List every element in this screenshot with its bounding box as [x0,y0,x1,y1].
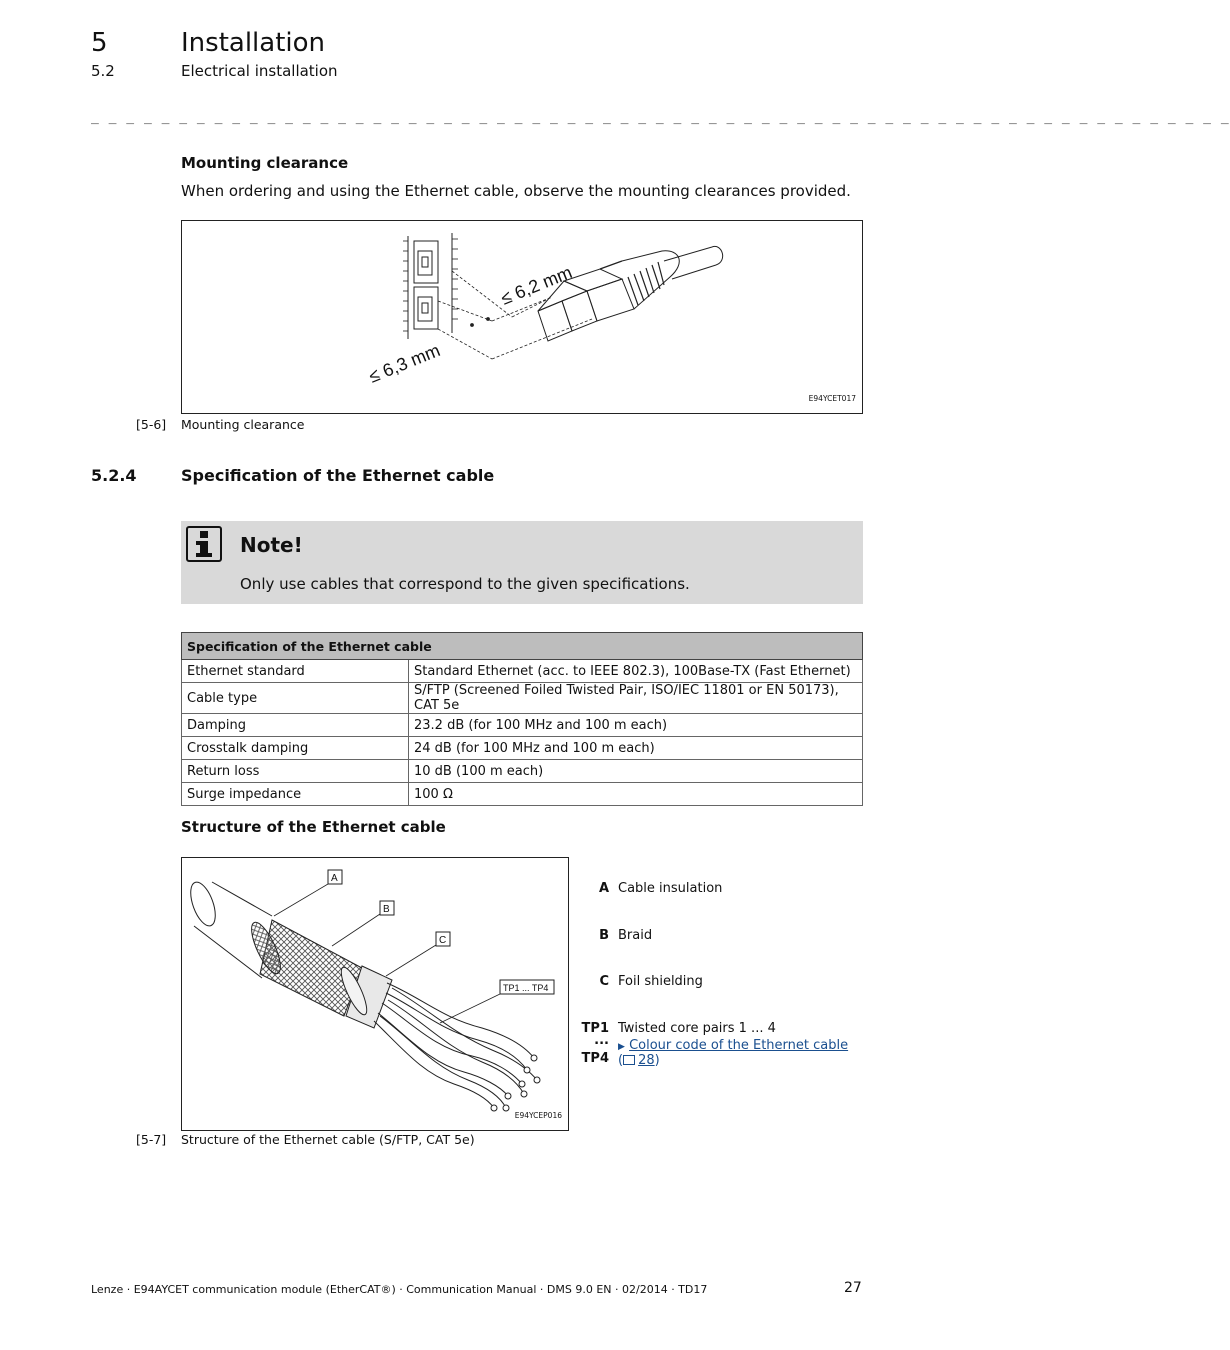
table-cell-label: Return loss [182,760,409,783]
table-cell-label: Ethernet standard [182,660,409,683]
table-row [182,737,863,760]
legend-key-tp4: TP4 [581,1051,609,1066]
table-row [182,683,863,714]
table-cell-value: Standard Ethernet (acc. to IEEE 802.3), 100Base-TX (Fast Ethernet) [409,660,863,683]
table-row [182,760,863,783]
table-cell-label: Damping [182,714,409,737]
note-title: Note! [240,533,303,557]
mounting-clearance-figure [181,220,863,414]
figure-code: E94YCET017 [808,394,856,403]
cable-structure-figure [181,857,569,1131]
footer-text: Lenze · E94AYCET communication module (EtherCAT®) · Communication Manual · DMS 9.0 EN · 02/2014 · TD17 [91,1283,708,1296]
legend-key-b: B [599,928,609,943]
structure-heading: Structure of the Ethernet cable [181,818,446,836]
colour-code-page-ref[interactable]: ( 28) [618,1053,660,1068]
dim-vertical-label: ≤ 6,3 mm [366,340,443,387]
spec-table-header: Specification of the Ethernet cable [182,633,863,660]
dim-horizontal-label: ≤ 6,2 mm [498,262,575,309]
subsection-number: 5.2.4 [91,466,137,485]
figure-label-b: B [383,904,390,915]
book-icon [623,1055,635,1065]
table-cell-value: S/FTP (Screened Foiled Twisted Pair, ISO/IEC 11801 or EN 50173), CAT 5e [409,683,863,714]
caption-text: Structure of the Ethernet cable (S/FTP, CAT 5e) [181,1132,475,1147]
table-row [182,660,863,683]
legend-text-tp: Twisted core pairs 1 ... 4 [618,1021,776,1036]
caption-number: [5-6] [136,417,167,432]
page-ref-number[interactable]: 28 [638,1053,655,1068]
info-icon [186,526,222,562]
chapter-title: Installation [181,28,326,58]
spec-table [181,632,863,806]
figure-label-a: A [331,873,338,884]
legend-text-c: Foil shielding [618,974,703,989]
table-cell-label: Crosstalk damping [182,737,409,760]
mounting-heading: Mounting clearance [181,154,349,172]
legend-text-b: Braid [618,928,653,943]
section-number: 5.2 [91,62,115,80]
table-cell-label: Surge impedance [182,783,409,806]
chapter-number: 5 [91,28,108,58]
legend-key-a: A [598,881,609,896]
figure-label-tp: TP1 ... TP4 [503,983,549,993]
cable-structure-drawing [182,858,568,1130]
table-cell-label: Cable type [182,683,409,714]
note-text: Only use cables that correspond to the given specifications. [240,575,690,593]
header-separator: _ _ _ _ _ _ _ _ _ _ _ _ _ _ _ _ _ _ _ _ _ _ _ _ _ _ _ _ _ _ _ _ _ _ _ _ _ _ _ _ _ _ _ _ _ _ _ _ _ _ _ _ _ _ _ _ _ _ _ _ _ _ _ _ _ [91,110,1230,125]
colour-code-link[interactable] [618,1038,848,1053]
table-cell-value: 10 dB (100 m each) [409,760,863,783]
arrow-right-icon: ▶ [618,1042,625,1052]
figure-code: E94YCEP016 [514,1111,562,1120]
table-row [182,714,863,737]
caption-text: Mounting clearance [181,417,305,432]
legend-key-c: C [599,974,609,989]
note-box [181,521,863,604]
legend-key-ellipsis: ... [594,1033,609,1048]
figure-label-c: C [439,935,447,946]
section-title: Electrical installation [181,62,338,80]
table-cell-value: 24 dB (for 100 MHz and 100 m each) [409,737,863,760]
table-cell-value: 23.2 dB (for 100 MHz and 100 m each) [409,714,863,737]
mounting-clearance-drawing [182,221,862,413]
legend-key-tp1: TP1 [581,1021,609,1036]
colour-code-link-text[interactable]: Colour code of the Ethernet cable [629,1038,849,1053]
subsection-title: Specification of the Ethernet cable [181,466,495,485]
mounting-paragraph: When ordering and using the Ethernet cable, observe the mounting clearances provided. [181,182,851,200]
legend-text-a: Cable insulation [618,881,723,896]
table-cell-value: 100 Ω [409,783,863,806]
table-row [182,783,863,806]
page-number: 27 [844,1280,862,1296]
caption-number: [5-7] [136,1132,167,1147]
